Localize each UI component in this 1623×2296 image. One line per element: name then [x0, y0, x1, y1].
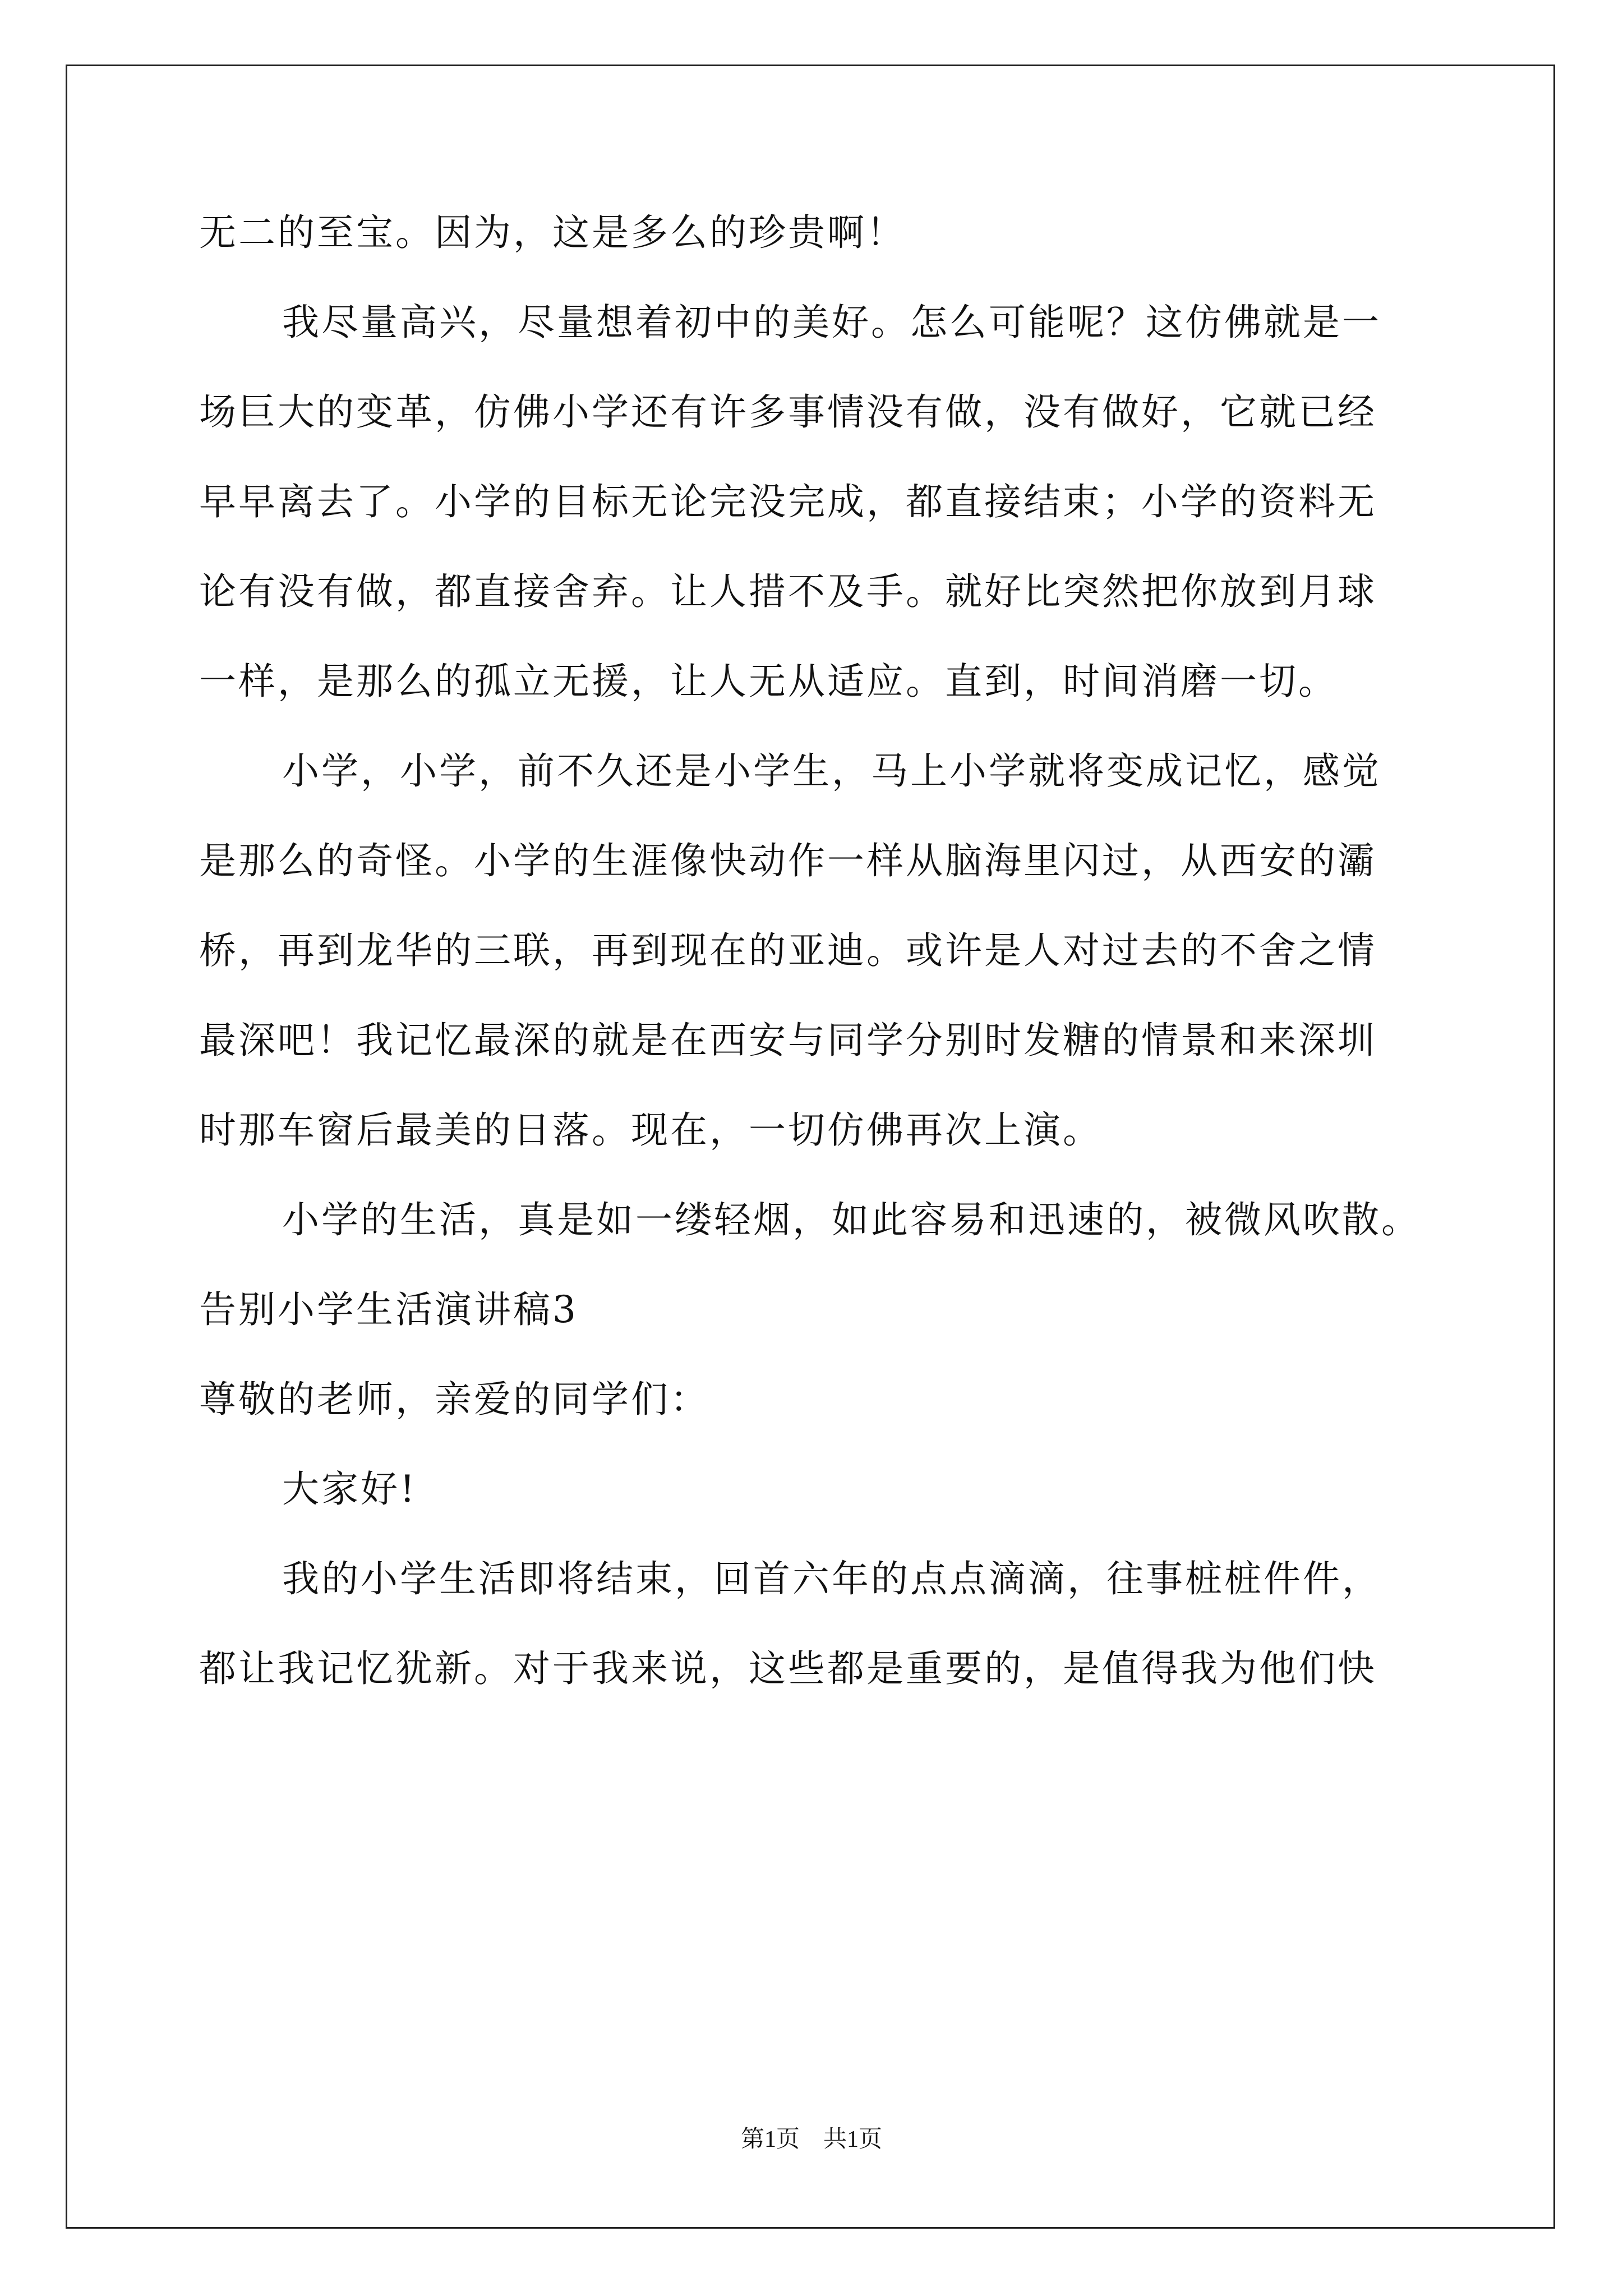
- salutation: 尊敬的老师，亲爱的同学们：: [199, 1378, 709, 1421]
- section-heading: 告别小学生活演讲稿3: [199, 1288, 578, 1331]
- greeting: 大家好!: [282, 1467, 417, 1511]
- text-line: 场巨大的变革，仿佛小学还有许多事情没有做，没有做好，它就已经: [199, 390, 1377, 434]
- paragraph-first-line: 小学的生活，真是如一缕轻烟，如此容易和迅速的，被微风吹散。: [282, 1198, 1421, 1241]
- text-line: 无二的至宝。因为，这是多么的珍贵啊！: [199, 211, 906, 254]
- text-line: 时那车窗后最美的日落。现在，一切仿佛再次上演。: [199, 1108, 1102, 1152]
- page-number-footer: 第1页 共1页: [740, 2127, 882, 2152]
- text-line: 都让我记忆犹新。对于我来说，这些都是重要的，是值得我为他们快: [199, 1647, 1377, 1690]
- paragraph-first-line: 小学，小学，前不久还是小学生，马上小学就将变成记忆，感觉: [282, 749, 1381, 793]
- text-line: 最深吧！我记忆最深的就是在西安与同学分别时发糖的情景和来深圳: [199, 1019, 1377, 1062]
- text-line: 一样，是那么的孤立无援，让人无从适应。直到，时间消磨一切。: [199, 660, 1338, 703]
- text-line: 桥，再到龙华的三联，再到现在的亚迪。或许是人对过去的不舍之情: [199, 929, 1377, 972]
- text-line: 是那么的奇怪。小学的生涯像快动作一样从脑海里闪过，从西安的灞: [199, 839, 1377, 882]
- paragraph-first-line: 我的小学生活即将结束，回首六年的点点滴滴，往事桩桩件件，: [282, 1557, 1381, 1600]
- text-line: 早早离去了。小学的目标无论完没完成，都直接结束；小学的资料无: [199, 480, 1377, 523]
- paragraph-first-line: 我尽量高兴，尽量想着初中的美好。怎么可能呢？这仿佛就是一: [282, 301, 1381, 344]
- text-line: 论有没有做，都直接舍弃。让人措不及手。就好比突然把你放到月球: [199, 570, 1377, 613]
